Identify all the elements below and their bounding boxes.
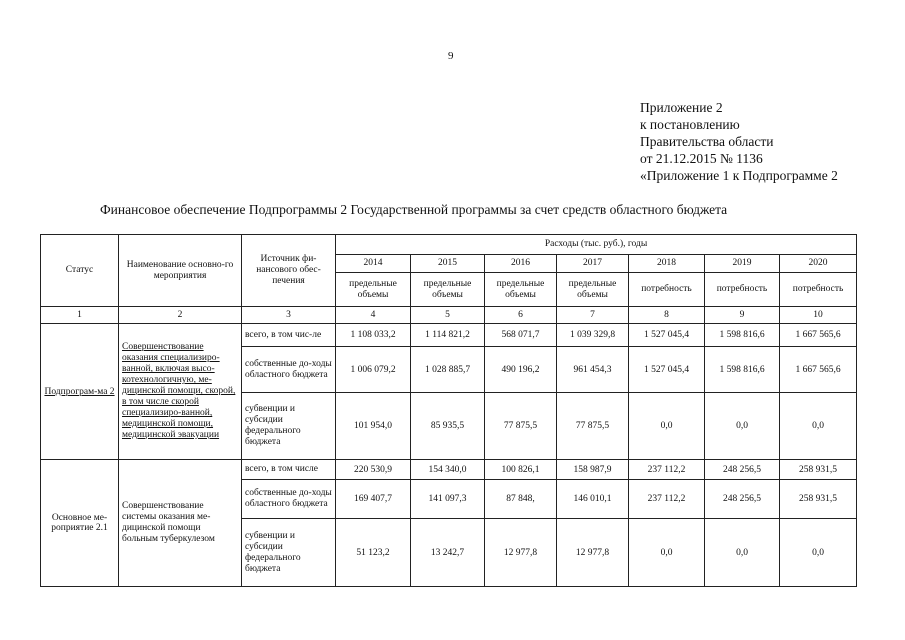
value-cell: 220 530,9 [336,460,411,480]
value-cell: 0,0 [629,519,705,587]
value-cell: 77 875,5 [557,393,629,460]
value-cell: 258 931,5 [780,480,857,519]
value-cell: 158 987,9 [557,460,629,480]
value-cell: 1 114 821,2 [411,324,485,347]
column-number: 8 [629,307,705,324]
page-number: 9 [448,50,454,62]
header-kind: предельные объемы [557,273,629,307]
value-cell: 1 598 816,6 [705,324,780,347]
appendix-line: от 21.12.2015 № 1136 [640,151,763,166]
value-cell: 0,0 [705,393,780,460]
value-cell: 1 108 033,2 [336,324,411,347]
appendix-line: Правительства области [640,134,774,149]
value-cell: 248 256,5 [705,460,780,480]
header-kind: потребность [705,273,780,307]
header-status: Статус [41,235,119,307]
header-kind: предельные объемы [411,273,485,307]
header-year: 2015 [411,255,485,273]
value-cell: 12 977,8 [485,519,557,587]
source-cell: собственные до-ходы областного бюджета [242,480,336,519]
column-number: 3 [242,307,336,324]
header-expenses: Расходы (тыс. руб.), годы [336,235,857,255]
value-cell: 237 112,2 [629,480,705,519]
value-cell: 12 977,8 [557,519,629,587]
header-kind: потребность [780,273,857,307]
table-row [41,460,857,480]
value-cell: 1 028 885,7 [411,347,485,393]
value-cell: 1 598 816,6 [705,347,780,393]
source-cell: всего, в том числе [242,460,336,480]
column-number: 5 [411,307,485,324]
value-cell: 568 071,7 [485,324,557,347]
column-number: 6 [485,307,557,324]
value-cell: 0,0 [629,393,705,460]
value-cell: 51 123,2 [336,519,411,587]
value-cell: 258 931,5 [780,460,857,480]
appendix-line: к постановлению [640,117,740,132]
header-kind: предельные объемы [485,273,557,307]
value-cell: 1 667 565,6 [780,324,857,347]
group-name: Совершенствование оказания специализиро-ванной, включая высо-котехнологичную, ме-дицинской помощи, скорой, в том числе скорой специализиро-ванной, медицинской помощи, медицинской эвакуации [119,324,242,460]
column-number: 7 [557,307,629,324]
value-cell: 87 848, [485,480,557,519]
financing-table [40,234,857,587]
appendix-line: «Приложение 1 к Подпрограмме 2 [640,168,838,183]
value-cell: 0,0 [780,393,857,460]
header-year: 2020 [780,255,857,273]
value-cell: 13 242,7 [411,519,485,587]
value-cell: 1 039 329,8 [557,324,629,347]
header-year: 2014 [336,255,411,273]
header-source: Источник фи-нансового обес-печения [242,235,336,307]
value-cell: 248 256,5 [705,480,780,519]
column-number: 9 [705,307,780,324]
appendix-heading [640,99,838,184]
value-cell: 141 097,3 [411,480,485,519]
column-number: 4 [336,307,411,324]
value-cell: 1 527 045,4 [629,324,705,347]
value-cell: 237 112,2 [629,460,705,480]
value-cell: 0,0 [780,519,857,587]
header-year: 2016 [485,255,557,273]
source-cell: субвенции и субсидии федерального бюджета [242,519,336,587]
value-cell: 0,0 [705,519,780,587]
value-cell: 154 340,0 [411,460,485,480]
value-cell: 85 935,5 [411,393,485,460]
value-cell: 1 006 079,2 [336,347,411,393]
value-cell: 169 407,7 [336,480,411,519]
value-cell: 1 667 565,6 [780,347,857,393]
table-row [41,324,857,347]
source-cell: собственные до-ходы областного бюджета [242,347,336,393]
value-cell: 101 954,0 [336,393,411,460]
value-cell: 961 454,3 [557,347,629,393]
value-cell: 1 527 045,4 [629,347,705,393]
column-number: 10 [780,307,857,324]
value-cell: 146 010,1 [557,480,629,519]
group-status: Подпрограм-ма 2 [41,324,119,460]
header-kind: предельные объемы [336,273,411,307]
table-title: Финансовое обеспечение Подпрограммы 2 Государственной программы за счет средств областного бюджета [100,202,728,217]
column-number: 1 [41,307,119,324]
source-cell: субвенции и субсидии федерального бюджета [242,393,336,460]
source-cell: всего, в том чис-ле [242,324,336,347]
value-cell: 77 875,5 [485,393,557,460]
header-year: 2018 [629,255,705,273]
column-number: 2 [119,307,242,324]
header-name: Наименование основно-го мероприятия [119,235,242,307]
header-kind: потребность [629,273,705,307]
value-cell: 100 826,1 [485,460,557,480]
group-status: Основное ме-роприятие 2.1 [41,460,119,587]
header-year: 2019 [705,255,780,273]
appendix-line: Приложение 2 [640,100,723,115]
group-name: Совершенствование системы оказания ме-дицинской помощи больным туберкулезом [119,460,242,587]
header-year: 2017 [557,255,629,273]
value-cell: 490 196,2 [485,347,557,393]
